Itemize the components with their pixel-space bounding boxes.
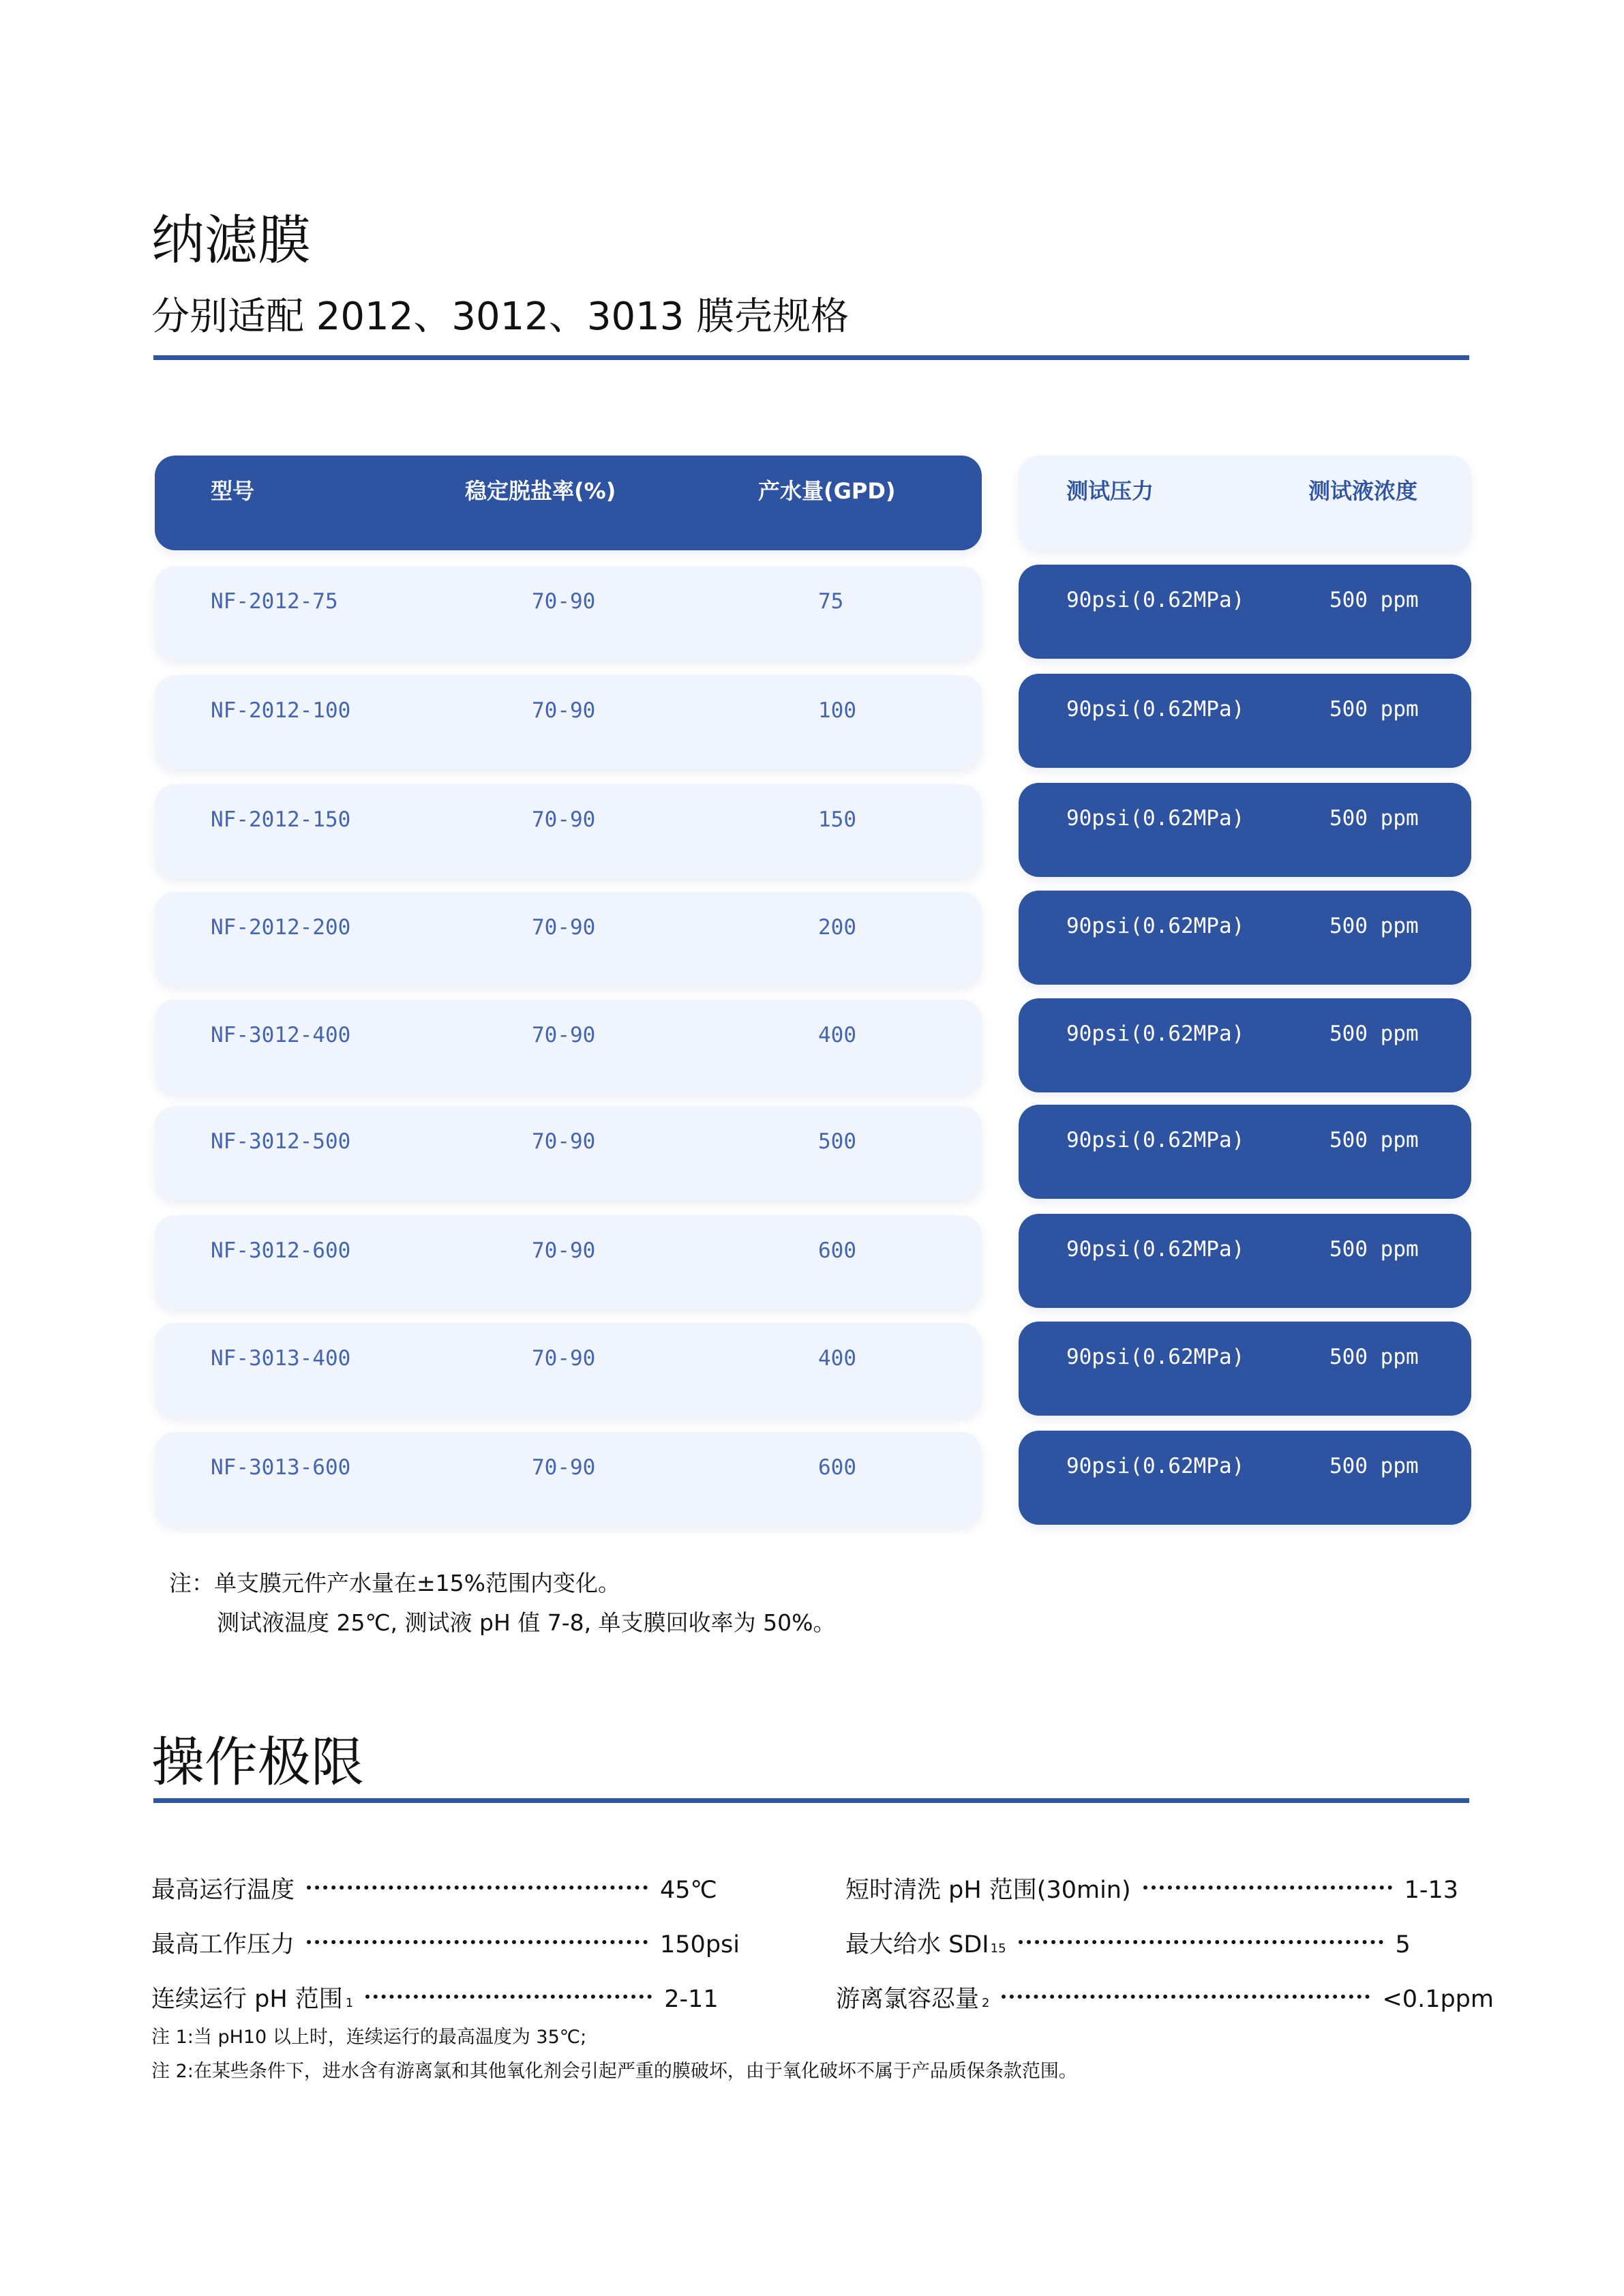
table-note-1: 注：单支膜元件产水量在±15%范围内变化。 [169,1570,620,1596]
cell-rejection: 70-90 [532,1346,596,1371]
cell-test-concentration: 500 ppm [1329,1345,1419,1369]
limit-item [151,1875,717,1905]
dot-leader [1002,1995,1370,1999]
cell-test-pressure: 90psi(0.62MPa) [1066,806,1245,831]
limit-item [151,1984,719,2018]
cell-test-pressure: 90psi(0.62MPa) [1066,1237,1245,1262]
cell-rejection: 70-90 [532,915,596,940]
dot-leader [1019,1940,1383,1944]
cell-test-pressure: 90psi(0.62MPa) [1066,1022,1245,1046]
cell-test-pressure: 90psi(0.62MPa) [1066,697,1245,721]
table-row-test-conditions [1019,998,1471,1092]
cell-model: NF-2012-100 [211,698,351,723]
footnote-2: 注 2:在某些条件下，进水含有游离氯和其他氧化剂会引起严重的膜破坏，由于氧化破坏不属于产品质保条款范围。 [151,2061,1077,2082]
limit-label: 短时清洗 pH 范围(30min) [845,1877,1131,1904]
cell-test-concentration: 500 ppm [1329,588,1419,612]
cell-test-pressure: 90psi(0.62MPa) [1066,1128,1245,1152]
cell-model: NF-2012-200 [211,915,351,940]
limit-label: 连续运行 pH 范围 [151,1986,343,2013]
cell-rejection: 70-90 [532,1238,596,1263]
limit-value: <0.1ppm [1382,1986,1494,2013]
header-test-concentration: 测试液浓度 [1308,478,1418,504]
cell-rejection: 70-90 [532,1455,596,1480]
limit-value: 45℃ [660,1877,717,1904]
cell-model: NF-2012-75 [211,589,338,614]
section-divider [153,355,1469,360]
cell-test-concentration: 500 ppm [1329,806,1419,831]
limit-item [845,1930,1411,1964]
dot-leader [1143,1885,1392,1890]
cell-test-concentration: 500 ppm [1329,914,1419,938]
table-header-right [1019,456,1471,550]
table-row-test-conditions [1019,1214,1471,1308]
table-row-test-conditions [1019,1105,1471,1199]
cell-model: NF-3012-400 [211,1023,351,1047]
limit-item [151,1930,740,1960]
cell-flow: 400 [818,1023,856,1047]
table-row [155,1215,982,1309]
cell-test-concentration: 500 ppm [1329,1128,1419,1152]
cell-flow: 400 [818,1346,856,1371]
cell-flow: 500 [818,1129,856,1154]
table-row-test-conditions [1019,565,1471,659]
cell-test-pressure: 90psi(0.62MPa) [1066,588,1245,612]
header-rejection: 稳定脱盐率(%) [465,478,616,504]
table-row-test-conditions [1019,783,1471,877]
table-header-left [155,456,982,550]
header-model: 型号 [211,478,255,504]
dot-leader [307,1885,648,1890]
cell-flow: 200 [818,915,856,940]
header-test-pressure: 测试压力 [1066,478,1154,504]
cell-rejection: 70-90 [532,807,596,832]
limit-value: 5 [1395,1931,1411,1958]
dot-leader [365,1995,652,1999]
cell-flow: 150 [818,807,856,832]
cell-model: NF-3012-500 [211,1129,351,1154]
cell-test-concentration: 500 ppm [1329,1022,1419,1046]
cell-test-pressure: 90psi(0.62MPa) [1066,914,1245,938]
cell-model: NF-3013-600 [211,1455,351,1480]
limit-superscript: 2 [982,1996,990,2010]
limit-value: 1-13 [1404,1877,1459,1904]
table-row [155,566,982,660]
table-row-test-conditions [1019,1322,1471,1416]
cell-test-concentration: 500 ppm [1329,1237,1419,1262]
cell-test-concentration: 500 ppm [1329,1454,1419,1478]
cell-rejection: 70-90 [532,1023,596,1047]
table-row [155,892,982,986]
table-row [155,1323,982,1417]
cell-model: NF-3013-400 [211,1346,351,1371]
limit-superscript: 1 [345,1996,354,2010]
limit-subscript: 15 [990,1941,1006,1956]
limit-label: 最大给水 SDI [845,1931,989,1958]
limit-label: 最高工作压力 [151,1931,295,1958]
table-row [155,784,982,878]
cell-model: NF-2012-150 [211,807,351,832]
cell-flow: 100 [818,698,856,723]
table-note-2: 测试液温度 25℃, 测试液 pH 值 7-8, 单支膜回收率为 50%。 [217,1609,836,1636]
cell-test-pressure: 90psi(0.62MPa) [1066,1345,1245,1369]
cell-test-pressure: 90psi(0.62MPa) [1066,1454,1245,1478]
limit-label: 游离氯容忍量 [836,1986,980,2013]
cell-rejection: 70-90 [532,589,596,614]
table-row [155,1432,982,1526]
dot-leader [307,1940,648,1944]
limit-label: 最高运行温度 [151,1877,295,1904]
cell-model: NF-3012-600 [211,1238,351,1263]
limit-value: 150psi [660,1931,740,1958]
cell-flow: 600 [818,1238,856,1263]
table-row-test-conditions [1019,1431,1471,1525]
section-divider-limits [153,1798,1469,1803]
section-subtitle: 分别适配 2012、3012、3013 膜壳规格 [151,295,849,339]
table-row-test-conditions [1019,891,1471,985]
cell-flow: 75 [818,589,844,614]
limit-value: 2-11 [664,1986,719,2013]
table-row [155,1106,982,1200]
cell-flow: 600 [818,1455,856,1480]
cell-rejection: 70-90 [532,698,596,723]
footnote-1: 注 1:当 pH10 以上时，连续运行的最高温度为 35℃; [151,2027,587,2048]
section-title-limits: 操作极限 [151,1732,365,1793]
limit-item [845,1875,1458,1905]
table-row [155,1000,982,1094]
section-title: 纳滤膜 [151,210,312,271]
cell-test-concentration: 500 ppm [1329,697,1419,721]
table-row-test-conditions [1019,674,1471,768]
table-row [155,675,982,769]
cell-rejection: 70-90 [532,1129,596,1154]
header-flow: 产水量(GPD) [758,478,896,504]
limit-item [836,1984,1494,2018]
